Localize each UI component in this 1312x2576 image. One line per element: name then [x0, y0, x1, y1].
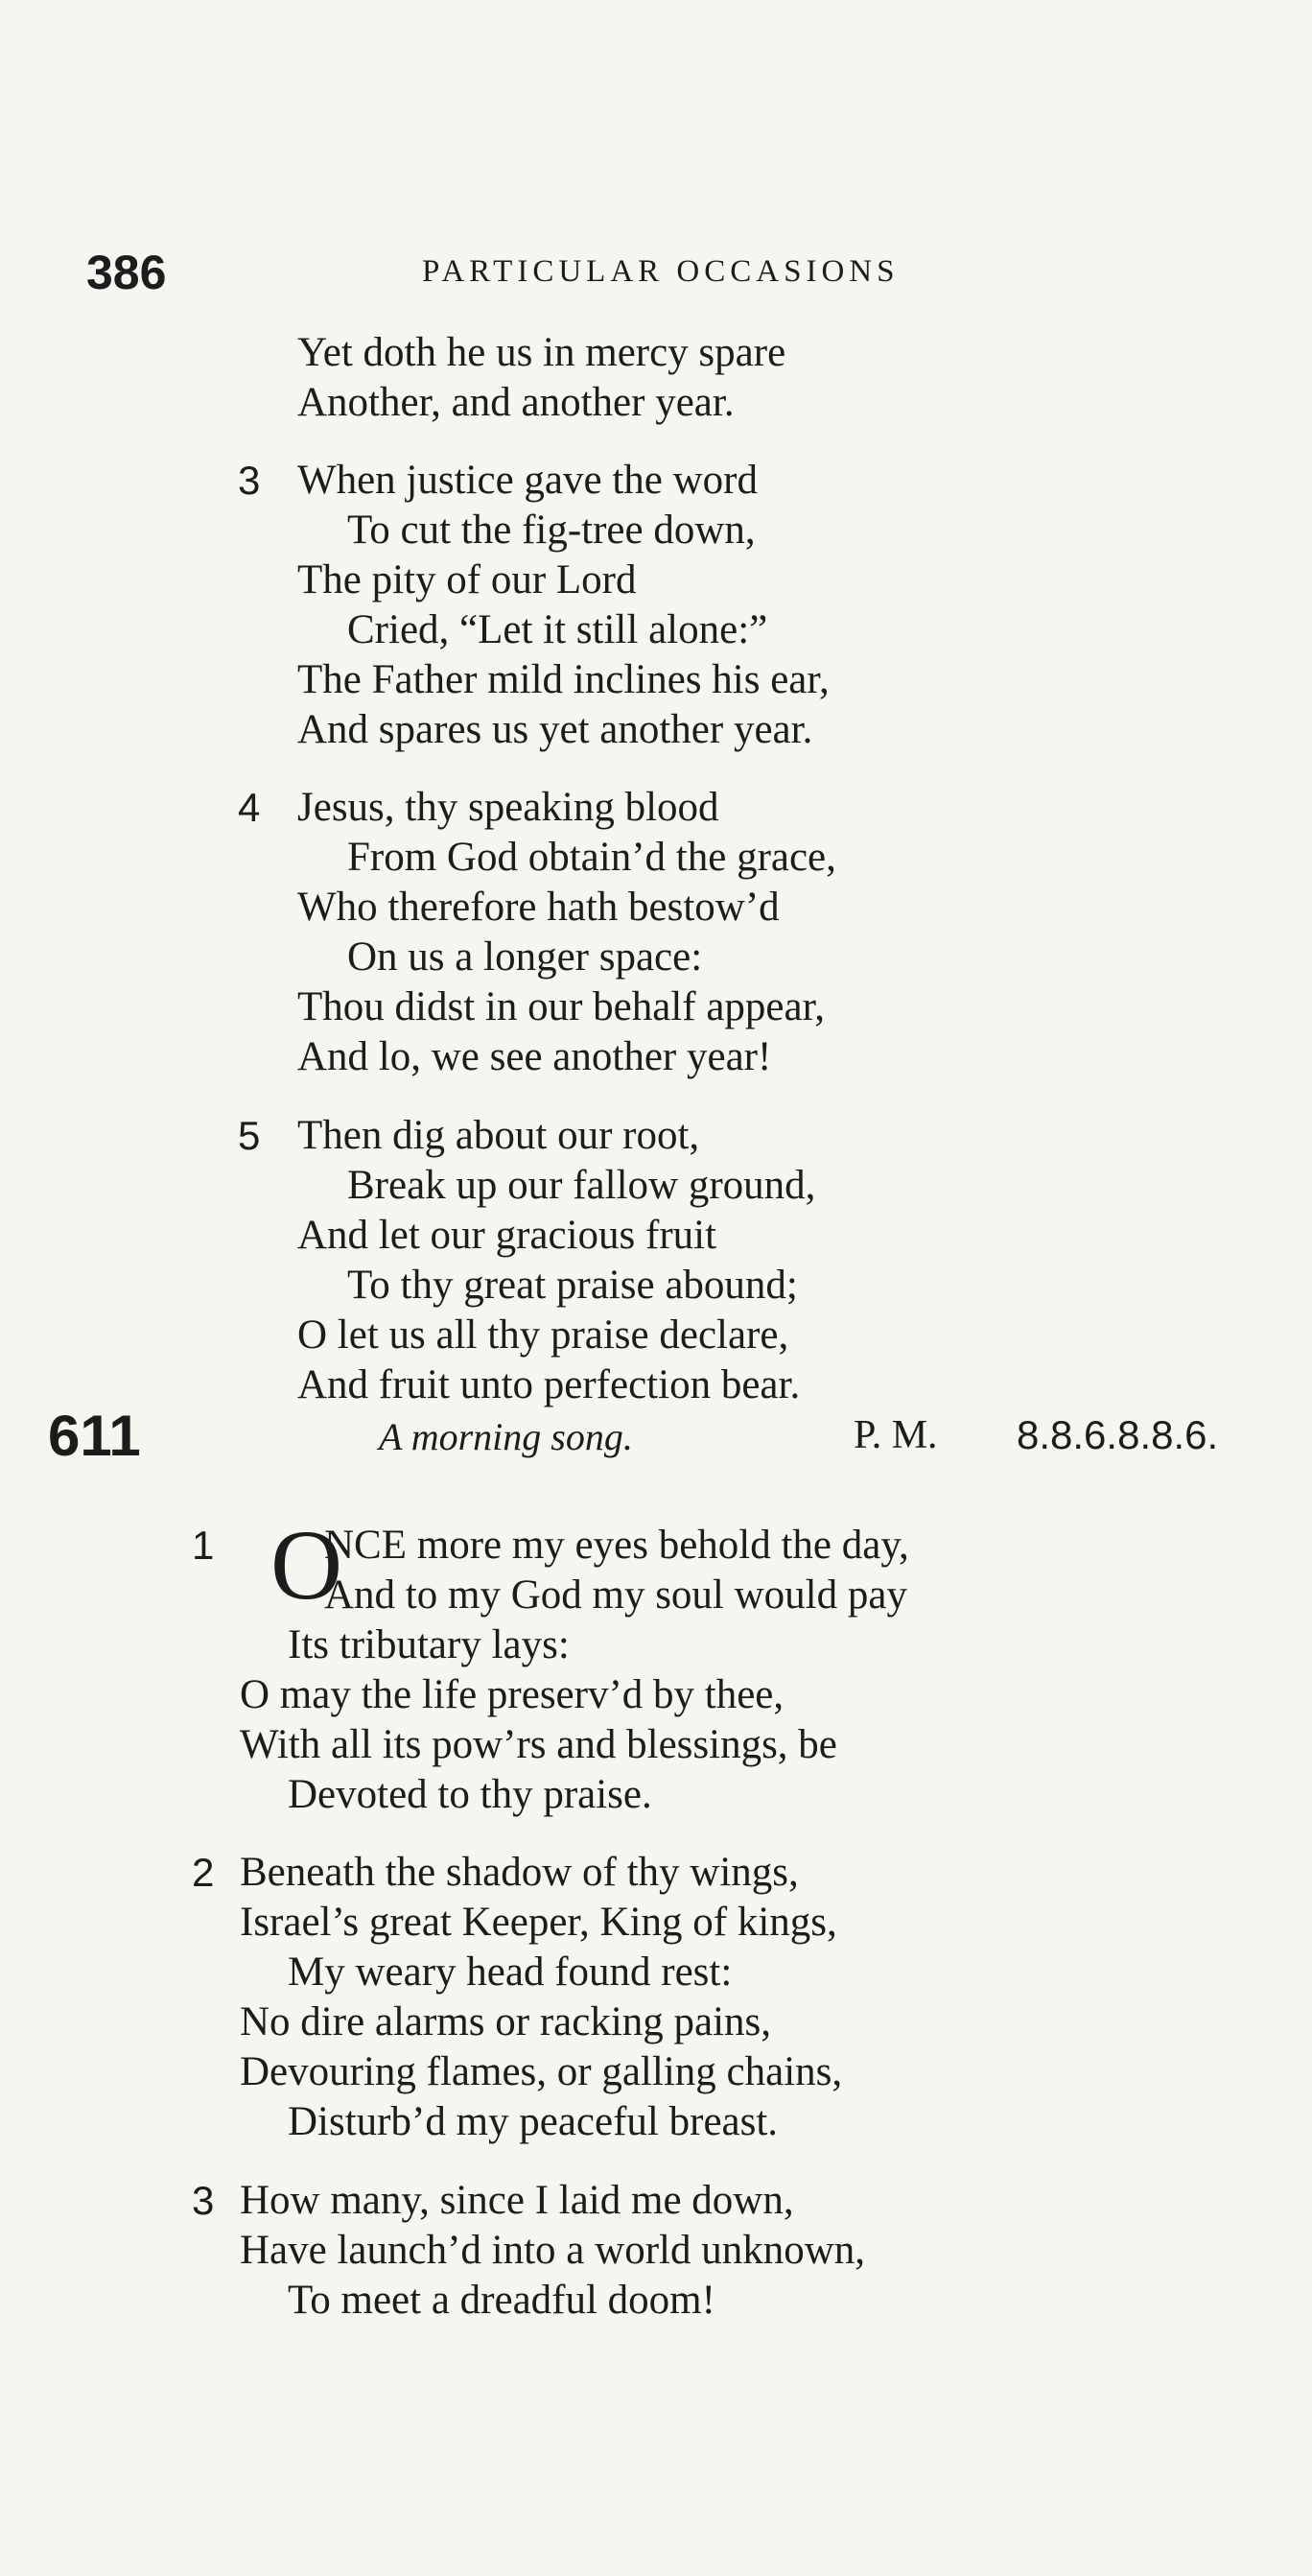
verse-line: To thy great praise abound;	[347, 1263, 798, 1308]
verse-line: Devoted to thy praise.	[288, 1772, 652, 1817]
verse-line: Devouring flames, or galling chains,	[240, 2049, 843, 2094]
verse-line: O let us all thy praise declare,	[297, 1312, 789, 1358]
verse-line: And let our gracious fruit	[297, 1213, 717, 1258]
verse-line: On us a longer space:	[347, 934, 703, 980]
verse-line: To cut the fig-tree down,	[347, 508, 756, 553]
verse-line: Break up our fallow ground,	[347, 1163, 816, 1208]
verse-line: How many, since I laid me down,	[240, 2178, 794, 2223]
page-number: 386	[86, 246, 167, 299]
verse-line: Yet doth he us in mercy spare	[297, 330, 786, 375]
verse-line: My weary head found rest:	[288, 1950, 733, 1995]
stanza-number: 2	[192, 1850, 215, 1895]
stanza-number: 3	[192, 2178, 215, 2223]
verse-line: The pity of our Lord	[297, 557, 637, 603]
verse-line: The Father mild inclines his ear,	[297, 657, 830, 702]
stanza-number: 5	[238, 1113, 261, 1158]
verse-line: Have launch’d into a world unknown,	[240, 2228, 866, 2273]
verse-line: Who therefore hath bestow’d	[297, 885, 780, 930]
meter: 8.8.6.8.8.6.	[1017, 1412, 1219, 1457]
verse-line: And fruit unto perfection bear.	[297, 1362, 801, 1407]
verse-line: Another, and another year.	[297, 380, 735, 425]
verse-line: NCE more my eyes behold the day,	[324, 1523, 909, 1568]
running-head: PARTICULAR OCCASIONS	[422, 254, 900, 289]
hymn-number: 611	[48, 1404, 141, 1468]
verse-line: To meet a dreadful doom!	[288, 2278, 715, 2323]
verse-line: Then dig about our root,	[297, 1113, 700, 1158]
hymn-title: A morning song.	[379, 1415, 633, 1458]
stanza-number: 4	[238, 785, 261, 830]
verse-line: Jesus, thy speaking blood	[297, 785, 719, 830]
verse-line: Cried, “Let it still alone:”	[347, 607, 768, 652]
verse-line: Israel’s great Keeper, King of kings,	[240, 1900, 837, 1945]
verse-line: From God obtain’d the grace,	[347, 835, 836, 880]
stanza-number: 1	[192, 1523, 215, 1568]
meter-label: P. M.	[854, 1413, 938, 1457]
verse-line: Beneath the shadow of thy wings,	[240, 1850, 799, 1895]
verse-line: And spares us yet another year.	[297, 707, 813, 752]
verse-line: Its tributary lays:	[288, 1622, 570, 1667]
verse-line: Disturb’d my peaceful breast.	[288, 2099, 779, 2144]
stanza-number: 3	[238, 458, 261, 503]
verse-line: Thou didst in our behalf appear,	[297, 984, 825, 1029]
verse-line: With all its pow’rs and blessings, be	[240, 1722, 837, 1767]
drop-cap: O	[270, 1510, 343, 1620]
verse-line: And lo, we see another year!	[297, 1034, 772, 1079]
verse-line: When justice gave the word	[297, 458, 758, 503]
page-header	[86, 245, 1237, 302]
verse-line: O may the life preserv’d by thee,	[240, 1672, 785, 1717]
hymn-heading	[48, 1403, 1304, 1470]
verse-line: No dire alarms or racking pains,	[240, 1999, 772, 2044]
verse-line: And to my God my soul would pay	[324, 1572, 907, 1618]
